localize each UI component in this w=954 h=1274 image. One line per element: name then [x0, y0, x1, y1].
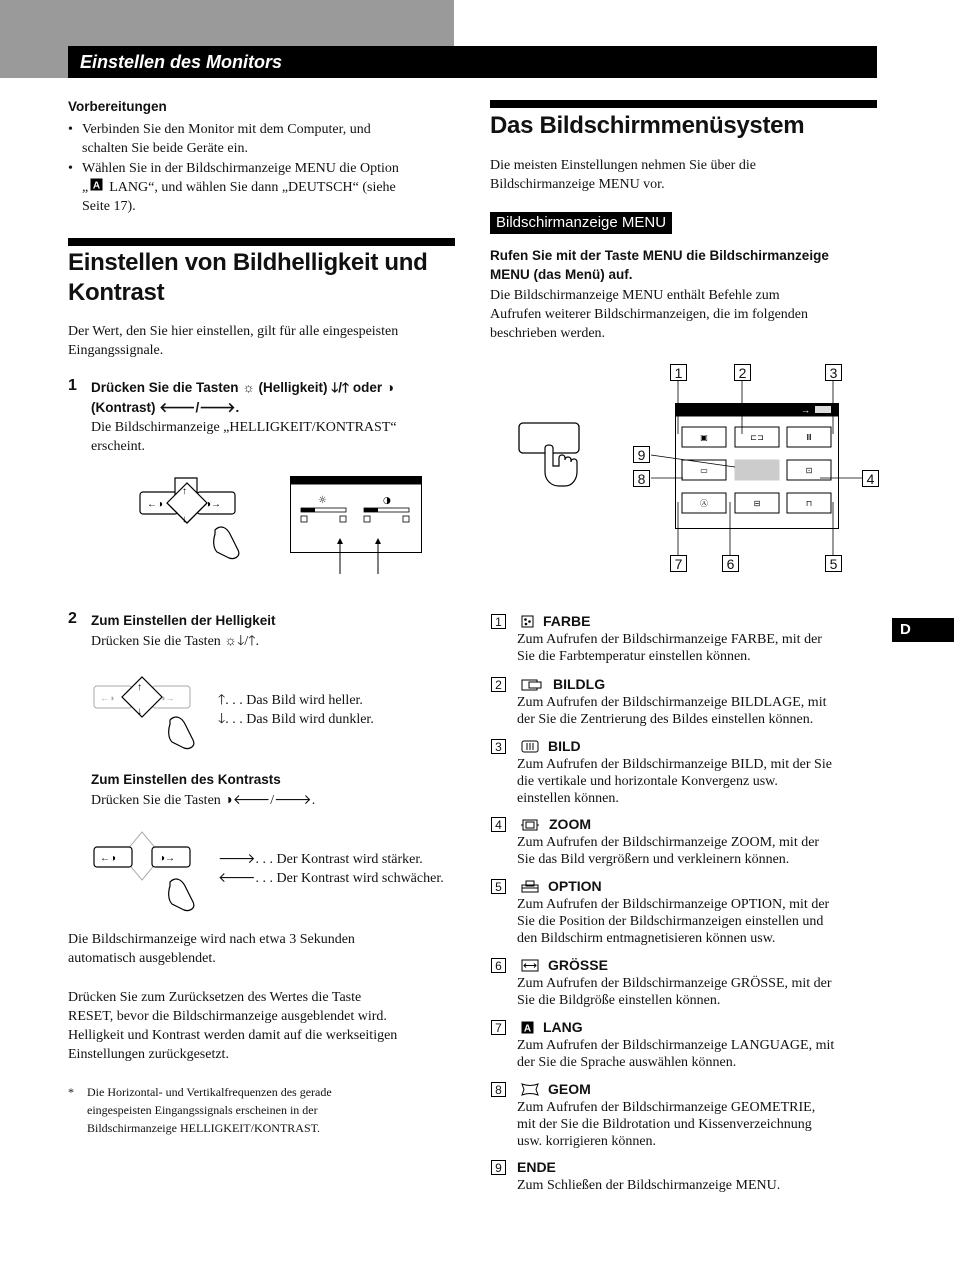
- menu-button-illustration: [515, 420, 585, 490]
- contrast-right-label: . . . Der Kontrast wird stärker.: [255, 852, 423, 867]
- brightness-down-label: . . . Das Bild wird dunkler.: [225, 712, 374, 727]
- item-desc-3: usw. korrigieren können.: [517, 1134, 657, 1149]
- item-desc-1: Zum Aufrufen der Bildschirmanzeige BILD, mit der Sie: [517, 757, 832, 772]
- svg-text:▭: ▭: [700, 466, 708, 475]
- item-number: 4: [491, 817, 506, 832]
- step-2-number: 2: [68, 610, 77, 627]
- step-1-text-1: Die Bildschirmanzeige „HELLIGKEIT/KONTRAST“: [91, 420, 397, 435]
- item-number: 3: [491, 739, 506, 754]
- para2-line4: Einstellungen zurückgesetzt.: [68, 1047, 229, 1062]
- item-desc-1: Zum Aufrufen der Bildschirmanzeige OPTION, mit der: [517, 897, 830, 912]
- item-desc-2: Sie die Farbtemperatur einstellen können.: [517, 649, 751, 664]
- prep-item-1-line2: schalten Sie beide Geräte ein.: [82, 141, 248, 156]
- item-desc-1: Zum Aufrufen der Bildschirmanzeige GRÖSSE, mit der: [517, 976, 832, 991]
- brightness-pad-illustration: [92, 666, 207, 750]
- intro-line2: Eingangssignale.: [68, 343, 164, 358]
- contrast-right-text: [218, 850, 423, 869]
- contrast-title: Zum Einstellen des Kontrasts: [91, 772, 281, 787]
- svg-text:▣: ▣: [700, 433, 708, 442]
- step-1-text-d: (Kontrast): [91, 400, 156, 415]
- para1-line1: Die Bildschirmanzeige wird nach etwa 3 Sekunden: [68, 932, 355, 947]
- svg-text:⊟: ⊟: [753, 499, 761, 508]
- item-desc-3: den Bildschirm entmagnetisieren können usw.: [517, 931, 776, 946]
- menu-callout-8: 8: [633, 470, 650, 487]
- step-1-text-b: (Helligkeit): [258, 380, 328, 395]
- arrow-right-icon: 🡒: [218, 852, 256, 867]
- step-2-text-main: Drücken Sie die Tasten: [91, 634, 221, 649]
- arrow-left-icon: 🡐: [218, 871, 256, 886]
- item-title: GRÖSSE: [548, 957, 608, 973]
- lang-icon: [90, 178, 103, 197]
- step-2-title: Zum Einstellen der Helligkeit: [91, 613, 276, 628]
- svg-text:A: A: [93, 180, 101, 192]
- arrow-up-icon: 🡑: [342, 380, 350, 395]
- contrast-left-right-icon: ◑🡐/🡒.: [224, 793, 316, 808]
- page-header-title: Einstellen des Monitors: [80, 52, 283, 72]
- sun-down-up-icon: ☼🡓/🡑.: [224, 634, 260, 649]
- svg-text:↓: ↓: [182, 514, 187, 525]
- item-number: 9: [491, 1160, 506, 1175]
- svg-text:A: A: [523, 1023, 532, 1034]
- svg-text:⊓: ⊓: [805, 499, 813, 508]
- step-1-text-c: oder: [352, 380, 383, 395]
- sun-icon: ☼: [242, 380, 255, 395]
- item-title: GEOM: [548, 1081, 591, 1097]
- step-1-instruction: Drücken Sie die Tasten ☼ (Helligkeit) 🡓/🡑 oder ◑: [91, 380, 395, 395]
- menu-callout-3: 3: [825, 364, 842, 381]
- menu-callout-1: 1: [670, 364, 687, 381]
- item-desc-1: Zum Schließen der Bildschirmanzeige MENU.: [517, 1178, 781, 1193]
- svg-text:Ⓐ: Ⓐ: [700, 499, 708, 508]
- step-1-text-2: erscheint.: [91, 439, 146, 454]
- step-2-text: [91, 632, 259, 651]
- arrow-left-icon: 🡐: [159, 400, 196, 415]
- item-desc-1: Zum Aufrufen der Bildschirmanzeige GEOMETRIE,: [517, 1100, 816, 1115]
- prep-item-2-line3: Seite 17).: [82, 199, 136, 214]
- section-rule-left: [68, 238, 455, 246]
- footnote-line1: Die Horizontal- und Vertikalfrequenzen des gerade: [87, 1085, 332, 1099]
- prep-item-2-line2-text: LANG“, und wählen Sie dann „DEUTSCH“ (siehe: [109, 180, 396, 195]
- svg-text:☼: ☼: [318, 495, 327, 506]
- contrast-pad-illustration: [92, 828, 207, 912]
- item-number: 7: [491, 1020, 506, 1035]
- svg-text:←◑: ←◑: [100, 693, 115, 703]
- contrast-left-text: [218, 869, 444, 888]
- item-desc-2: Sie die Bildgröße einstellen können.: [517, 993, 721, 1008]
- item-desc-3: einstellen können.: [517, 791, 619, 806]
- right-section-title: Das Bildschirmmenüsystem: [490, 112, 805, 139]
- para2-line1: Drücken Sie zum Zurücksetzen des Wertes die Taste: [68, 990, 362, 1005]
- arrow-right-icon: 🡒: [199, 400, 236, 415]
- item-desc-1: Zum Aufrufen der Bildschirmanzeige ZOOM, mit der: [517, 835, 820, 850]
- svg-text:Ⅲ: Ⅲ: [806, 433, 812, 442]
- menu-callout-5: 5: [825, 555, 842, 572]
- section-rule-right: [490, 100, 877, 108]
- prep-title: Vorbereitungen: [68, 99, 167, 114]
- right-bold-line2: MENU (das Menü) auf.: [490, 267, 633, 282]
- item-title: FARBE: [543, 613, 591, 629]
- svg-text:↑: ↑: [182, 486, 187, 497]
- para2-line2: RESET, bevor die Bildschirmanzeige ausgeblendet wird.: [68, 1009, 387, 1024]
- item-number: 1: [491, 614, 506, 629]
- svg-text:◑→: ◑→: [160, 693, 175, 703]
- brightness-up-label: . . . Das Bild wird heller.: [225, 693, 363, 708]
- para2-line3: Helligkeit und Kontrast werden damit auf die werkseitigen: [68, 1028, 398, 1043]
- contrast-icon: ◑: [385, 380, 395, 395]
- arrow-down-icon: 🡓: [331, 380, 339, 395]
- section-title-line2: Kontrast: [68, 279, 165, 306]
- item-title: ENDE: [517, 1159, 556, 1175]
- svg-text:←◑: ←◑: [100, 853, 117, 864]
- menu-callout-7: 7: [670, 555, 687, 572]
- arrow-up-icon: 🡑: [218, 693, 226, 708]
- brightness-down-text: [218, 710, 374, 729]
- item-number: 8: [491, 1082, 506, 1097]
- item-desc-1: Zum Aufrufen der Bildschirmanzeige BILDLAGE, mit: [517, 695, 827, 710]
- section-title-line1: Einstellen von Bildhelligkeit und: [68, 249, 428, 276]
- item-title: ZOOM: [549, 816, 591, 832]
- svg-text:◑→: ◑→: [205, 499, 222, 510]
- right-text-line1: Die Bildschirmanzeige MENU enthält Befehle zum: [490, 288, 780, 303]
- menu-callout-lines: [640, 362, 880, 576]
- prep-item-2-line2: [82, 178, 396, 197]
- arrow-down-icon: 🡓: [218, 712, 226, 727]
- item-desc-1: Zum Aufrufen der Bildschirmanzeige FARBE, mit der: [517, 632, 822, 647]
- brightness-up-text: [218, 691, 363, 710]
- item-desc-2: der Sie die Sprache auswählen können.: [517, 1055, 737, 1070]
- contrast-left-label: . . . Der Kontrast wird schwächer.: [255, 871, 444, 886]
- contrast-text-main: Drücken Sie die Tasten: [91, 793, 221, 808]
- item-title: LANG: [543, 1019, 583, 1035]
- footnote-line3: Bildschirmanzeige HELLIGKEIT/KONTRAST.: [87, 1121, 321, 1135]
- prep-bullet-1: •: [68, 122, 73, 137]
- prep-item-1-line1: Verbinden Sie den Monitor mit dem Computer, und: [82, 122, 371, 137]
- item-title: BILD: [548, 738, 581, 754]
- right-text-line2: Aufrufen weiterer Bildschirmanzeigen, die im folgenden: [490, 307, 808, 322]
- intro-line1: Der Wert, den Sie hier einstellen, gilt für alle eingespeisten: [68, 324, 399, 339]
- item-number: 2: [491, 677, 506, 692]
- step-1-number: 1: [68, 377, 77, 394]
- svg-text:⊡: ⊡: [805, 466, 813, 475]
- svg-text:⊏⊐: ⊏⊐: [750, 433, 764, 442]
- prep-bullet-2: •: [68, 161, 73, 176]
- svg-text:◑: ◑: [383, 496, 391, 506]
- menu-callout-4: 4: [862, 470, 879, 487]
- right-intro-line1: Die meisten Einstellungen nehmen Sie über die: [490, 158, 756, 173]
- menu-callout-9: 9: [633, 446, 650, 463]
- item-desc-2: die vertikale und horizontale Konvergenz usw.: [517, 774, 778, 789]
- right-bold-line1: Rufen Sie mit der Taste MENU die Bildschirmanzeige: [490, 248, 829, 263]
- menu-subheading-badge: Bildschirmanzeige MENU: [490, 212, 672, 234]
- svg-text:◑→: ◑→: [159, 853, 176, 864]
- item-desc-1: Zum Aufrufen der Bildschirmanzeige LANGUAGE, mit: [517, 1038, 835, 1053]
- item-title: BILDLG: [553, 676, 606, 692]
- svg-text:→: →: [801, 405, 810, 415]
- contrast-text: [91, 791, 315, 810]
- menu-callout-6: 6: [722, 555, 739, 572]
- step-1-text-a: Drücken Sie die Tasten: [91, 380, 239, 395]
- osd-callout-arrows: [330, 536, 390, 576]
- language-tab: D: [892, 618, 954, 642]
- item-title: OPTION: [548, 878, 602, 894]
- item-desc-2: Sie die Position der Bildschirmanzeigen einstellen und: [517, 914, 824, 929]
- svg-text:↓: ↓: [137, 706, 142, 717]
- menu-callout-2: 2: [734, 364, 751, 381]
- right-text-line3: beschrieben werden.: [490, 326, 606, 341]
- step-1-instruction-2: (Kontrast) 🡐/🡒.: [91, 400, 240, 415]
- footnote-line2: eingespeisten Eingangssignals erscheinen in der: [87, 1103, 318, 1117]
- prep-item-2-line1: Wählen Sie in der Bildschirmanzeige MENU die Option: [82, 161, 399, 176]
- footnote-mark: *: [68, 1085, 74, 1099]
- control-pad-illustration: [135, 470, 250, 560]
- svg-text:↑: ↑: [137, 682, 142, 693]
- item-number: 6: [491, 958, 506, 973]
- prep-item-2-quote: „: [82, 180, 89, 195]
- item-desc-2: Sie das Bild vergrößern und verkleinern können.: [517, 852, 790, 867]
- para1-line2: automatisch ausgeblendet.: [68, 951, 216, 966]
- svg-text:←◑: ←◑: [147, 499, 164, 510]
- right-intro-line2: Bildschirmanzeige MENU vor.: [490, 177, 665, 192]
- item-desc-2: der Sie die Zentrierung des Bildes einstellen können.: [517, 712, 814, 727]
- item-desc-2: mit der Sie die Bildrotation und Kissenverzeichnung: [517, 1117, 812, 1132]
- item-number: 5: [491, 879, 506, 894]
